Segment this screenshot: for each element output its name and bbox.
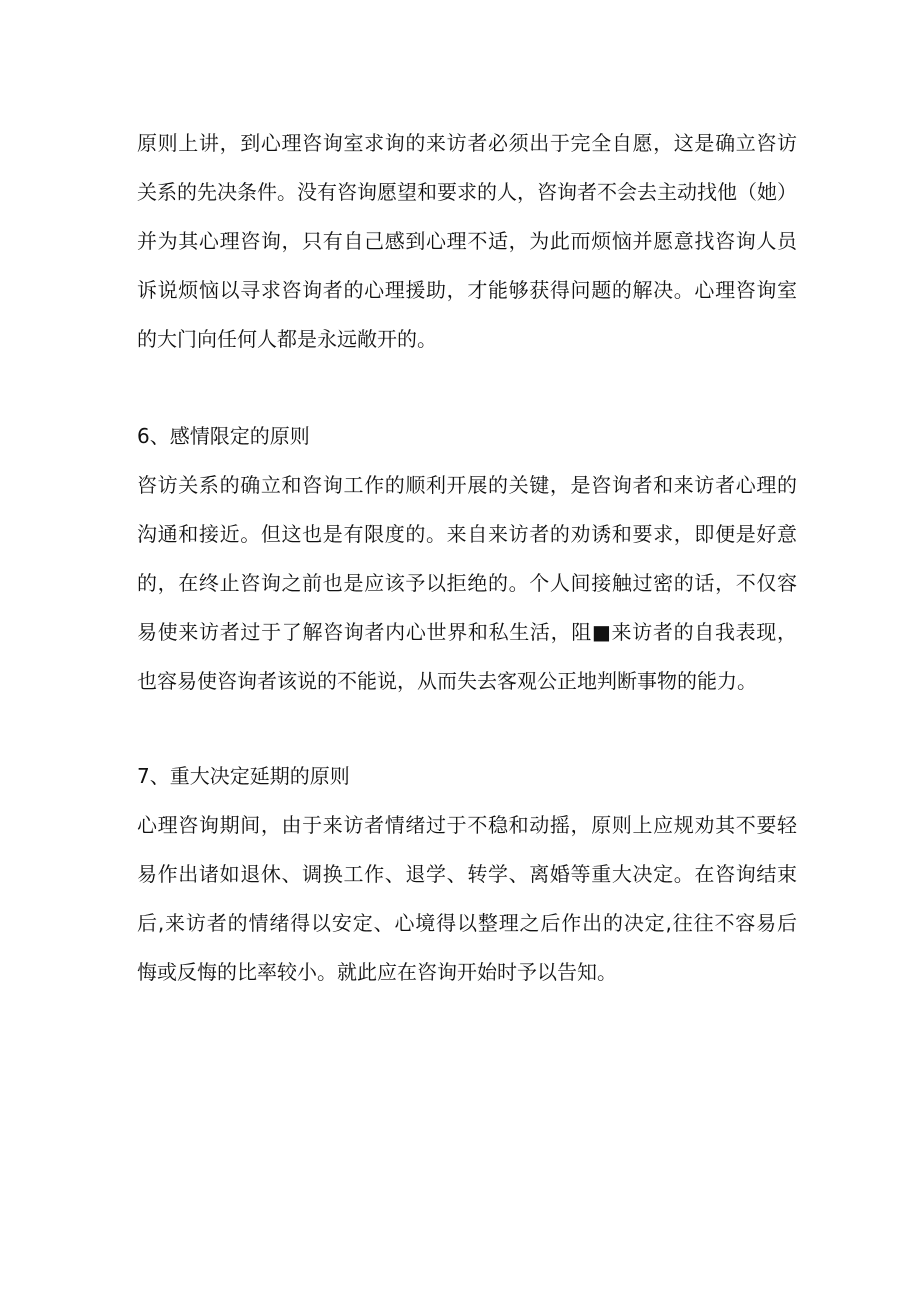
intro-line-5: 的大门向任何人都是永远敞开的。 bbox=[137, 327, 437, 351]
intro-line-4: 诉说烦恼以寻求咨询者的心理援助，才能够获得问题的解决。心理咨询室 bbox=[137, 278, 797, 302]
section-6-line-5: 也容易使咨询者该说的不能说，从而失去客观公正地判断事物的能力。 bbox=[137, 669, 757, 693]
section-7-line-3: 后,来访者的情绪得以安定、心境得以整理之后作出的决定,往往不容易后 bbox=[137, 911, 797, 935]
section-7-heading: 7、重大决定延期的原则 bbox=[137, 764, 350, 788]
section-6-line-3: 的，在终止咨询之前也是应该予以拒绝的。个人间接触过密的话，不仅容 bbox=[137, 571, 797, 595]
section-7-line-4: 悔或反悔的比率较小。就此应在咨询开始时予以告知。 bbox=[137, 960, 617, 984]
section-6-heading: 6、感情限定的原则 bbox=[137, 424, 310, 448]
intro-line-2: 关系的先决条件。没有咨询愿望和要求的人，咨询者不会去主动找他（她） bbox=[137, 180, 797, 204]
intro-line-1: 原则上讲，到心理咨询室求询的来访者必须出于完全自愿，这是确立咨访 bbox=[137, 131, 797, 155]
section-6-line-2: 沟通和接近。但这也是有限度的。来自来访者的劝诱和要求，即便是好意 bbox=[137, 522, 797, 546]
section-6-line-4: 易使来访者过于了解咨询者内心世界和私生活，阻■来访者的自我表现， bbox=[137, 620, 797, 644]
intro-line-3: 并为其心理咨询，只有自己感到心理不适，为此而烦恼并愿意找咨询人员 bbox=[137, 229, 797, 253]
section-7-line-2: 易作出诸如退休、调换工作、退学、转学、离婚等重大决定。在咨询结束 bbox=[137, 862, 797, 886]
section-6-line-1: 咨访关系的确立和咨询工作的顺利开展的关键，是咨询者和来访者心理的 bbox=[137, 473, 797, 497]
section-7-line-1: 心理咨询期间，由于来访者情绪过于不稳和动摇，原则上应规劝其不要轻 bbox=[137, 813, 797, 837]
